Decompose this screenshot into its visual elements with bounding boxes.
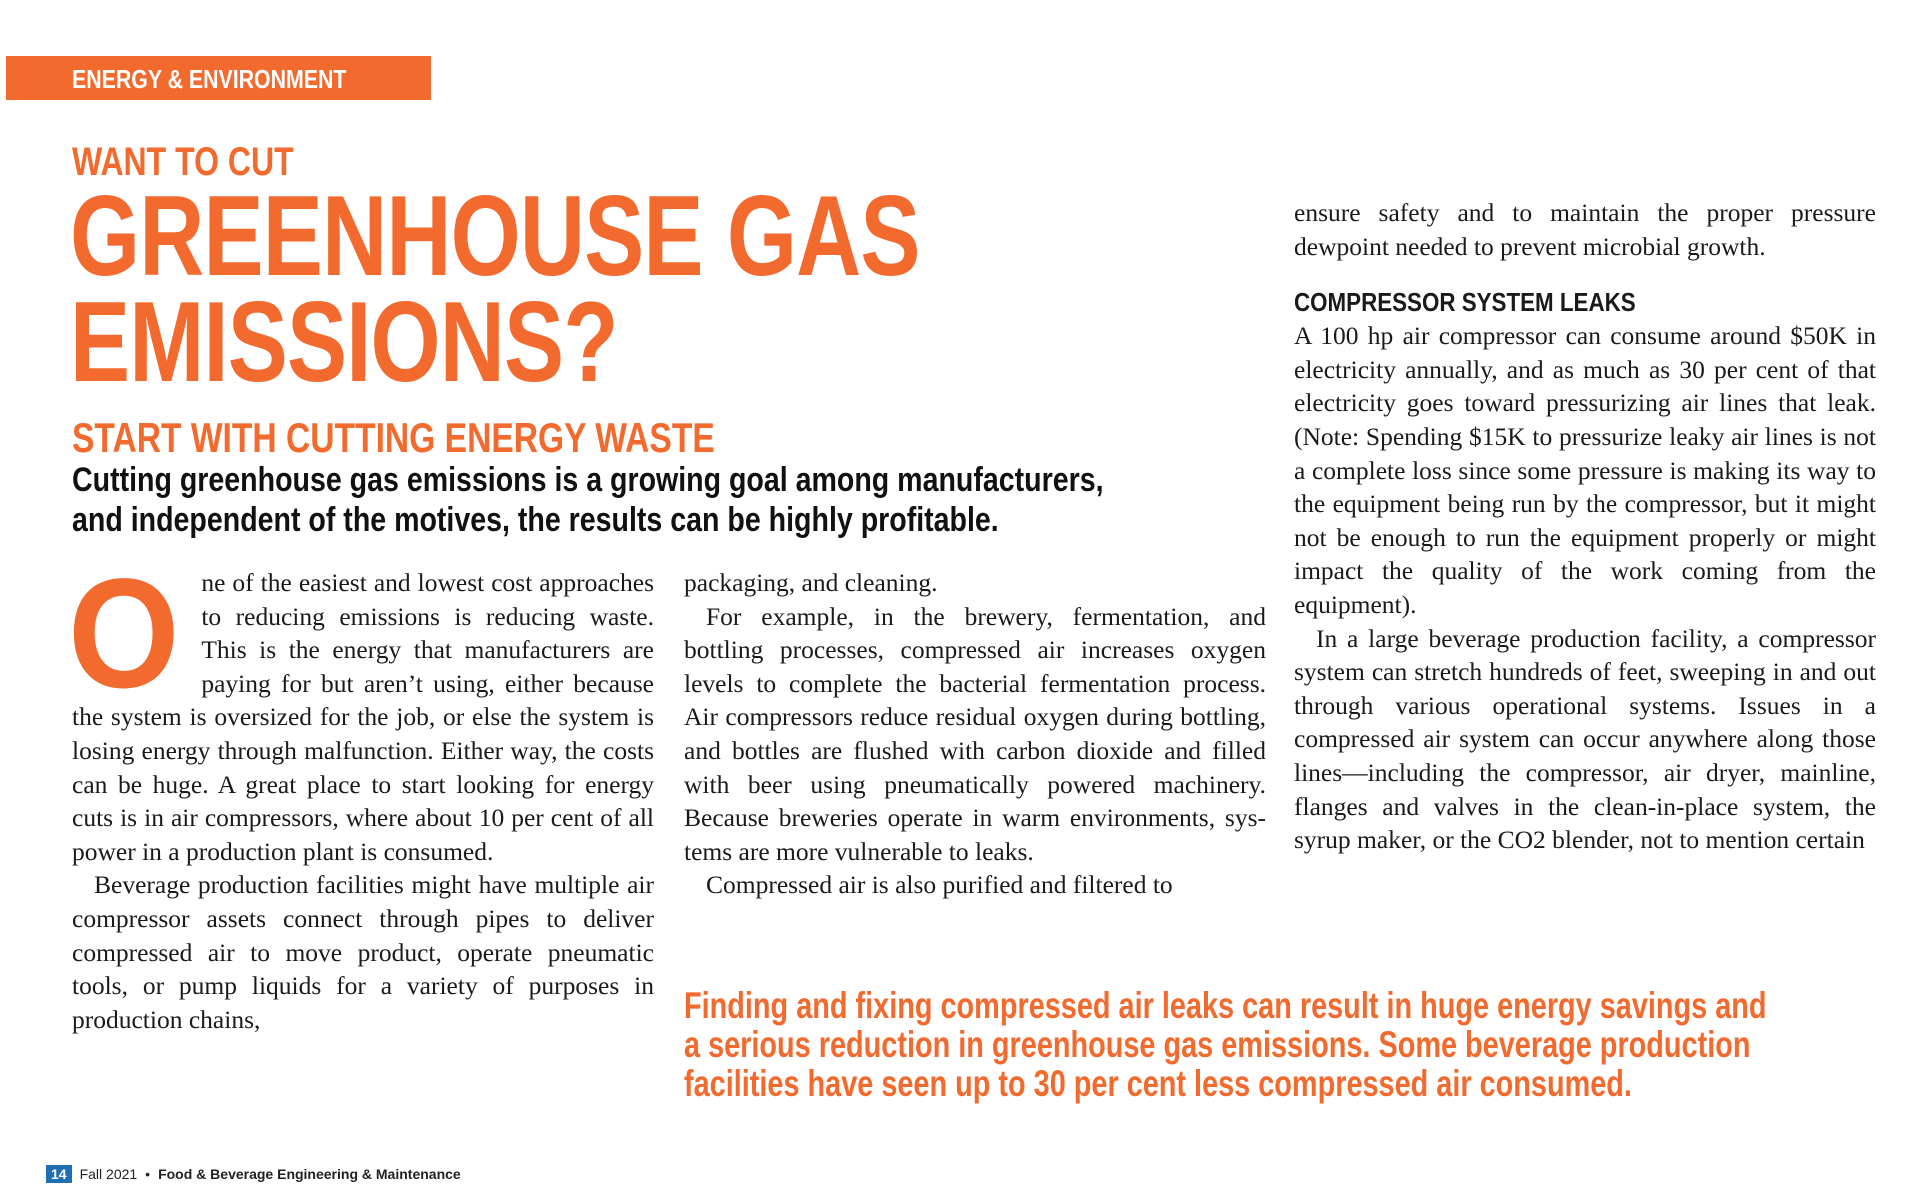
publication-name: Food & Beverage Engineering & Maintenance <box>158 1166 461 1182</box>
subhead: START WITH CUTTING ENERGY WASTE <box>72 414 715 461</box>
paragraph: For example, in the brewery, fermentation, and bottling processes, compressed air increases oxygen levels to complete the bacterial fermentation process. Air compressors reduce residual oxygen during bottling, and bottles are flushed with carbon dioxide and filled with beer using pneumatically powered machinery. Because breweries operate in warm environments, systems are more vulnerable to leaks. <box>684 601 1266 866</box>
section-tag <box>6 56 431 100</box>
deck-line-2: and independent of the motives, the results can be highly profitable. <box>72 501 999 539</box>
paragraph: packaging, and cleaning. <box>684 568 938 597</box>
pull-quote-line-2: a serious reduction in greenhouse gas emissions. Some beverage production <box>684 1024 1751 1065</box>
pull-quote-line-1: Finding and fixing compressed air leaks can result in huge energy savings and <box>684 985 1767 1026</box>
paragraph: Compressed air is also purified and filtered to <box>706 870 1173 900</box>
paragraph: Beverage production facilities might have multiple air compressor assets connect through pipes to deliver compressed air to move product, operate pneumatic tools, or pump liquids for a variety of purposes in production chains, <box>72 870 654 1034</box>
paragraph: A 100 hp air compressor can consume around $50K in electricity annually, and as much as 30 per cent of that electricity goes toward pressurizing air lines that leak. (Note: Spending $15K to pressurize leaky air lines is not a complete loss since some pressure is making its way to the equipment being run by the compressor, but it might not be enough to run the equipment properly or might impact the quality of the work coming from the equipment). <box>1294 321 1876 619</box>
pull-quote <box>684 986 1767 1103</box>
page-number: 14 <box>46 1165 72 1183</box>
pull-quote-line-3: facilities have seen up to 30 per cent less compressed air consumed. <box>684 1063 1632 1104</box>
headline-line-2: EMISSIONS? <box>70 279 618 406</box>
drop-cap: O <box>68 547 180 721</box>
headline <box>70 173 920 406</box>
paragraph: ensure safety and to maintain the proper pressure dewpoint needed to prevent microbial growth. <box>1294 198 1876 261</box>
issue-date: Fall 2021 <box>79 1166 138 1182</box>
paragraph: In a large beverage production facility, a compressor system can stretch hundreds of feet, sweeping in and out through various operational systems. Issues in a compressed air system can occur anywhere along those lines—including the compressor, air dryer, mainline, flanges and valves in the clean-in-place system, the syrup maker, or the CO2 blender, not to mention certain <box>1294 623 1876 855</box>
article-column-1 <box>68 547 654 1036</box>
headline-line-1: GREENHOUSE GAS <box>70 173 920 300</box>
page-footer <box>46 1165 461 1183</box>
headline-kicker: WANT TO CUT <box>72 140 294 184</box>
deck <box>72 460 1104 540</box>
bullet-separator: • <box>145 1166 151 1182</box>
paragraph: ne of the easiest and lowest cost approaches to reducing emissions is reducing waste. This is the energy that manufacturers are paying for but aren’t using, either because the system is oversized for the job, or else the system is losing energy through malfunction. Either way, the costs can be huge. A great place to start looking for energy cuts is in air compressors, where about 10 per cent of all power in a production plant is consumed. <box>72 568 654 866</box>
article-column-2 <box>684 566 1266 902</box>
deck-line-1: Cutting greenhouse gas emissions is a growing goal among manufacturers, <box>72 461 1104 499</box>
article-column-3 <box>1294 196 1876 857</box>
section-tag-label: ENERGY & ENVIRONMENT <box>72 64 347 94</box>
section-heading: COMPRESSOR SYSTEM LEAKS <box>1294 287 1636 318</box>
